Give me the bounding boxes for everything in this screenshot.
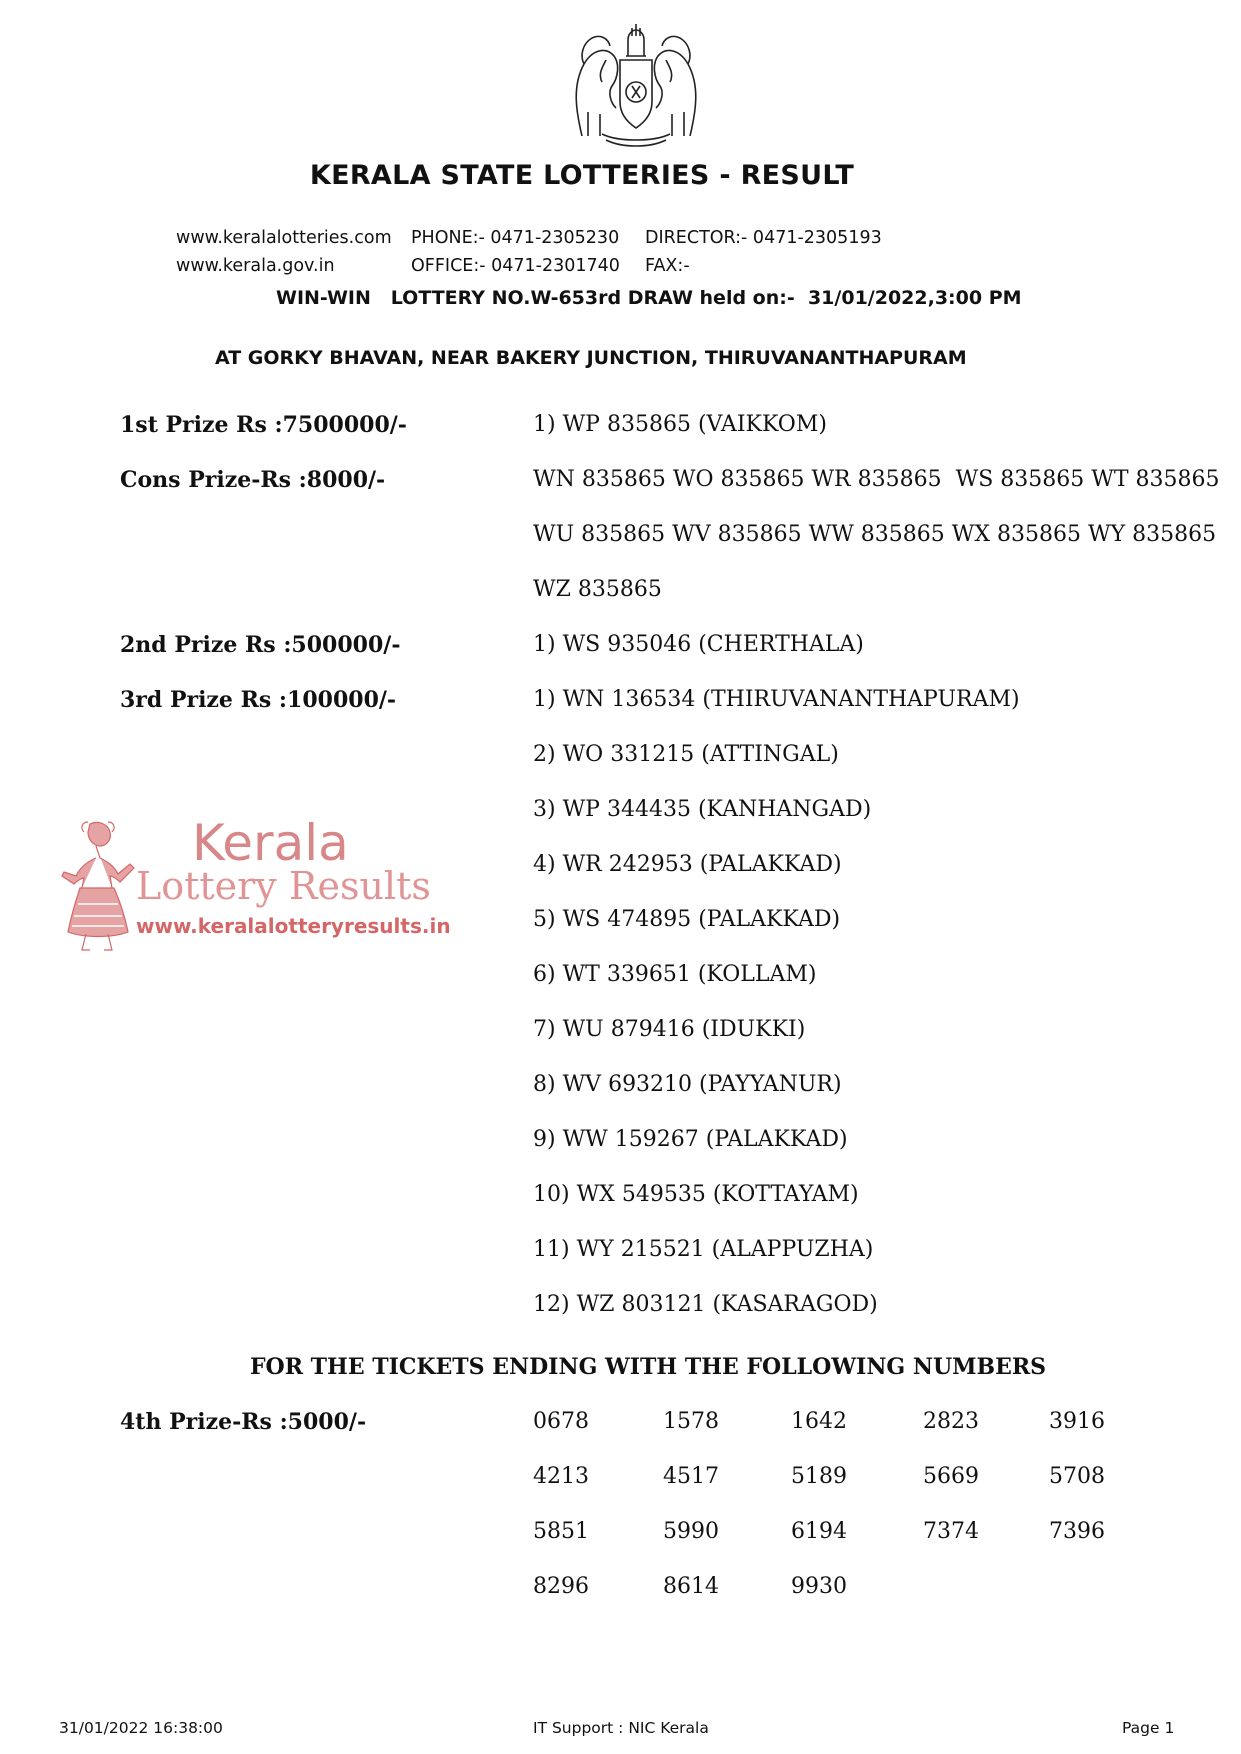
watermark-url[interactable]: www.keralalotteryresults.in <box>136 914 451 938</box>
phone-number: PHONE:- 0471-2305230 <box>411 228 620 248</box>
fourth-prize-number: 7374 <box>923 1519 979 1544</box>
third-prize-entry: 10) WX 549535 (KOTTAYAM) <box>533 1182 859 1207</box>
cons-prize-line: WZ 835865 <box>533 577 662 602</box>
fourth-prize-number: 5708 <box>1049 1464 1105 1489</box>
fourth-prize-number: 5990 <box>663 1519 719 1544</box>
third-prize-label: 3rd Prize Rs :100000/- <box>120 687 397 713</box>
watermark-subtitle: Lottery Results <box>136 864 431 908</box>
cons-prize-line: WU 835865 WV 835865 WW 835865 WX 835865 WY 835865 <box>533 522 1217 547</box>
fourth-prize-number: 4517 <box>663 1464 719 1489</box>
third-prize-entry: 2) WO 331215 (ATTINGAL) <box>533 742 839 767</box>
fourth-prize-number: 8296 <box>533 1574 589 1599</box>
third-prize-entry: 11) WY 215521 (ALAPPUZHA) <box>533 1237 874 1262</box>
draw-info: WIN-WIN LOTTERY NO.W-653rd DRAW held on:- 31/01/2022,3:00 PM <box>276 287 1022 309</box>
watermark <box>56 814 466 954</box>
second-prize-label: 2nd Prize Rs :500000/- <box>120 632 401 658</box>
watermark-title: Kerala <box>192 814 349 872</box>
footer-support: IT Support : NIC Kerala <box>533 1719 709 1737</box>
website-link-gov[interactable]: www.kerala.gov.in <box>176 256 335 276</box>
third-prize-entry: 12) WZ 803121 (KASARAGOD) <box>533 1292 878 1317</box>
footer-timestamp: 31/01/2022 16:38:00 <box>59 1719 223 1737</box>
third-prize-entry: 8) WV 693210 (PAYYANUR) <box>533 1072 842 1097</box>
second-prize-entry: 1) WS 935046 (CHERTHALA) <box>533 632 864 657</box>
third-prize-entry: 7) WU 879416 (IDUKKI) <box>533 1017 806 1042</box>
footer-page-number: Page 1 <box>1122 1719 1175 1737</box>
director-number: DIRECTOR:- 0471-2305193 <box>645 228 882 248</box>
ending-numbers-heading: FOR THE TICKETS ENDING WITH THE FOLLOWING NUMBERS <box>249 1354 1047 1380</box>
draw-venue: AT GORKY BHAVAN, NEAR BAKERY JUNCTION, THIRUVANANTHAPURAM <box>215 347 967 369</box>
first-prize-entry: 1) WP 835865 (VAIKKOM) <box>533 412 827 437</box>
page-title: KERALA STATE LOTTERIES - RESULT <box>309 160 855 191</box>
fourth-prize-number: 1642 <box>791 1409 847 1434</box>
fourth-prize-number: 6194 <box>791 1519 847 1544</box>
fourth-prize-label: 4th Prize-Rs :5000/- <box>120 1409 367 1435</box>
third-prize-entry: 4) WR 242953 (PALAKKAD) <box>533 852 842 877</box>
fourth-prize-number: 0678 <box>533 1409 589 1434</box>
fourth-prize-number: 5189 <box>791 1464 847 1489</box>
kathakali-dancer-icon <box>56 818 136 954</box>
third-prize-entry: 3) WP 344435 (KANHANGAD) <box>533 797 872 822</box>
fourth-prize-number: 9930 <box>791 1574 847 1599</box>
fourth-prize-number: 7396 <box>1049 1519 1105 1544</box>
first-prize-label: 1st Prize Rs :7500000/- <box>120 412 407 438</box>
fourth-prize-number: 1578 <box>663 1409 719 1434</box>
third-prize-entry: 9) WW 159267 (PALAKKAD) <box>533 1127 848 1152</box>
cons-prize-label: Cons Prize-Rs :8000/- <box>120 467 386 493</box>
fourth-prize-number: 3916 <box>1049 1409 1105 1434</box>
kerala-emblem-icon <box>562 16 710 152</box>
fourth-prize-number: 5851 <box>533 1519 589 1544</box>
fourth-prize-number: 2823 <box>923 1409 979 1434</box>
third-prize-entry: 6) WT 339651 (KOLLAM) <box>533 962 817 987</box>
website-link-lotteries[interactable]: www.keralalotteries.com <box>176 228 392 248</box>
fourth-prize-number: 8614 <box>663 1574 719 1599</box>
cons-prize-line: WN 835865 WO 835865 WR 835865 WS 835865 WT 835865 <box>533 467 1220 492</box>
fourth-prize-number: 4213 <box>533 1464 589 1489</box>
third-prize-entry: 1) WN 136534 (THIRUVANANTHAPURAM) <box>533 687 1020 712</box>
fax-number: FAX:- <box>645 256 690 276</box>
office-number: OFFICE:- 0471-2301740 <box>411 256 620 276</box>
third-prize-entry: 5) WS 474895 (PALAKKAD) <box>533 907 841 932</box>
fourth-prize-number: 5669 <box>923 1464 979 1489</box>
